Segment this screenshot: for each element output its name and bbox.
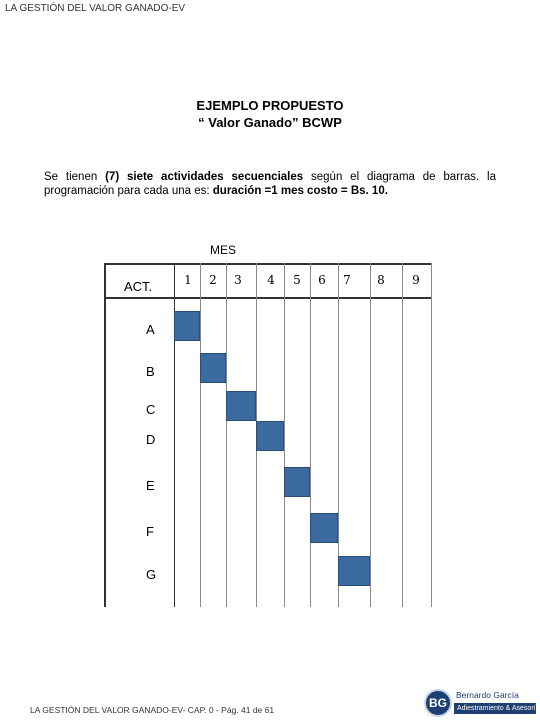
activity-label: D	[146, 432, 156, 447]
activity-label: E	[146, 478, 155, 493]
activity-bar	[310, 513, 338, 543]
grid-line-header	[104, 297, 431, 299]
company-logo	[424, 689, 540, 717]
page-header: LA GESTIÓN DEL VALOR GANADO-EV	[5, 3, 186, 14]
grid-line-vertical	[431, 263, 432, 607]
text-segment-bold: duración =1 mes costo = Bs. 10.	[212, 185, 388, 197]
month-label: 9	[412, 273, 420, 287]
intro-paragraph-line2	[44, 184, 496, 198]
page-subtitle: “ Valor Ganado” BCWP	[198, 115, 342, 130]
grid-line-vertical	[200, 263, 201, 607]
grid-line-left	[104, 263, 106, 607]
logo-tagline: Adiestramiento & Asesoría	[454, 703, 536, 714]
activity-bar	[174, 311, 200, 341]
activity-bar	[226, 391, 256, 421]
month-label: 3	[234, 273, 242, 287]
text-segment: Se tienen	[44, 171, 106, 183]
activity-label: C	[146, 402, 156, 417]
grid-line-vertical	[370, 263, 371, 607]
month-label: 8	[377, 273, 385, 287]
grid-line-vertical	[402, 263, 403, 607]
text-segment: según el diagrama de barras. la	[303, 171, 496, 183]
activity-bar	[256, 421, 284, 451]
activity-bar	[200, 353, 226, 383]
activity-bar	[338, 556, 370, 586]
grid-line-top	[104, 263, 431, 265]
activity-label: B	[146, 364, 155, 379]
month-label: 2	[209, 273, 217, 287]
text-segment-bold: (7) siete actividades secuenciales	[105, 171, 304, 183]
text-segment: programación para cada una es:	[44, 185, 213, 197]
row-header-label: ACT.	[124, 279, 153, 294]
month-label: 5	[293, 273, 301, 287]
activity-bar	[284, 467, 310, 497]
page-footer: LA GESTIÓN DEL VALOR GANADO-EV- CAP. 0 - Pág. 41 de 61	[30, 705, 275, 715]
logo-name: Bernardo García	[456, 690, 519, 700]
activity-label: G	[146, 567, 157, 582]
activity-label: A	[146, 322, 155, 337]
logo-badge: BG	[424, 689, 452, 717]
activity-label: F	[146, 524, 154, 539]
month-label: 6	[318, 273, 326, 287]
page-title: EJEMPLO PROPUESTO	[196, 98, 344, 113]
month-label: 7	[343, 273, 351, 287]
month-label: 1	[184, 273, 192, 287]
month-label: 4	[267, 273, 275, 287]
grid-line-vertical	[310, 263, 311, 607]
intro-paragraph-line1	[44, 170, 496, 184]
chart-title: MES	[210, 243, 237, 257]
grid-line-vertical	[226, 263, 227, 607]
grid-line-vertical	[284, 263, 285, 607]
